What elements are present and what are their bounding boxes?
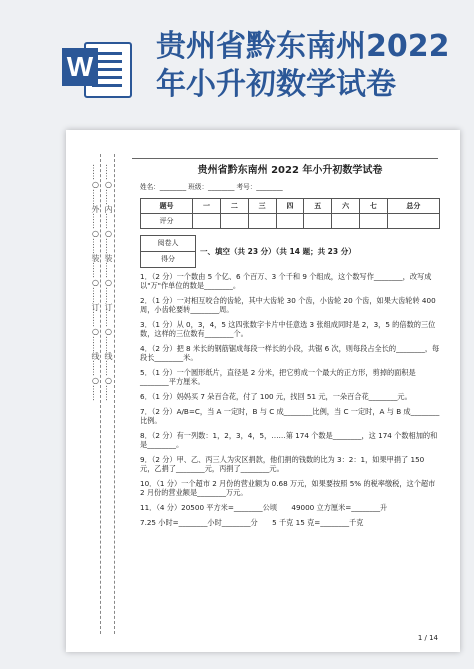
grader-table [140,235,196,268]
question-11: 11．（4 分）20500 平方米=________公顷 49000 立方厘米=________升 [140,503,388,512]
score-header-cell: 七 [360,199,388,214]
question-6: 6．（1 分）妈妈买 7 朵百合花，付了 100 元，找回 51 元，一朵百合花________元。 [140,392,412,401]
header-rule [132,158,438,159]
banner [0,0,474,120]
binding-text-inner: ……○……内……○……装……○……订……○……线……○…… [104,164,113,401]
score-label: 得分 [141,252,196,268]
score-header-cell: 六 [332,199,360,214]
question-5: 5．（1 分）一个圆形纸片，直径是 2 分米，把它剪成一个最大的正方形，剪掉的面积是________平方厘米。 [140,368,416,386]
score-header-cell: 一 [193,199,221,214]
score-row-label: 评分 [141,214,193,229]
question-1: 1．（2 分）一个数由 5 个亿、6 个百万、3 个千和 9 个组成，这个数写作________，改写成以"万"作单位的数是________。 [140,272,432,290]
exam-title: 贵州省黔东南州 2022 年小升初数学试卷 [197,165,383,176]
section-title: 一、填空（共 23 分）（共 14 题；共 23 分） [200,247,356,256]
score-cell [248,214,276,229]
exam-content [140,164,440,533]
score-cell [387,214,439,229]
score-header-cell: 总分 [387,199,439,214]
question-10: 10．（1 分）一个超市 2 月份的营业额为 0.68 万元，如果要按照 5% 的税率缴税，这个超市 2 月份的营业额是________万元。 [140,479,436,497]
score-header-cell: 题号 [141,199,193,214]
word-badge: W [62,48,98,86]
binding-line-outer [90,154,101,634]
binding-text-outer: ……○……外……○……装……○……订……○……线……○…… [91,164,100,401]
question-2: 2．（1 分）一对相互咬合的齿轮，其中大齿轮 30 个齿，小齿轮 20 个齿，如果大齿轮转 400 周，小齿轮要转________周。 [140,296,436,314]
score-table-row [141,214,440,229]
score-cell [332,214,360,229]
score-header-cell: 五 [304,199,332,214]
word-document-icon [62,36,130,96]
score-header-cell: 二 [220,199,248,214]
grader-block [140,235,440,268]
banner-title: 贵州省黔东南州2022年小升初数学试卷 [156,29,450,102]
binding-line-inner [102,154,115,634]
score-cell [360,214,388,229]
score-cell [193,214,221,229]
binding-margin [90,154,114,634]
score-table [140,198,440,229]
question-8: 8．（2 分）有一列数：1，2，3，4，5，……第 174 个数是________，这 174 个数相加的和是________。 [140,431,438,449]
page-number: 1 / 14 [417,634,438,642]
question-11-continued: 7.25 小时=________小时________分 5 千克 15 克=________千克 [140,518,364,527]
score-cell [220,214,248,229]
score-header-cell: 四 [276,199,304,214]
document-sheet [66,130,460,652]
student-info-row: 姓名：________ 班级：________ 考号：________ [140,183,283,191]
score-cell [304,214,332,229]
score-header-cell: 三 [248,199,276,214]
question-7: 7．（2 分）A/B=C，当 A 一定时，B 与 C 成________比例，当 C 一定时，A 与 B 成________比例。 [140,407,440,425]
score-cell [276,214,304,229]
question-9: 9．（2 分）甲、乙、丙三人为灾区捐款，他们捐的钱数的比为 3：2：1，如果甲捐了 150 元，乙捐了________元，丙捐了________元。 [140,455,425,473]
question-3: 3．（1 分）从 0，3，4，5 这四张数字卡片中任意选 3 张组成同时是 2，3，5 的倍数的三位数，这样的三位数有________个。 [140,320,436,338]
score-table-header-row [141,199,440,214]
question-4: 4．（2 分）把 8 米长的钢筋锯成每段一样长的小段，共锯 6 次，则每段占全长的________，每段长________米。 [140,344,440,362]
grader-label: 阅卷人 [141,236,196,252]
